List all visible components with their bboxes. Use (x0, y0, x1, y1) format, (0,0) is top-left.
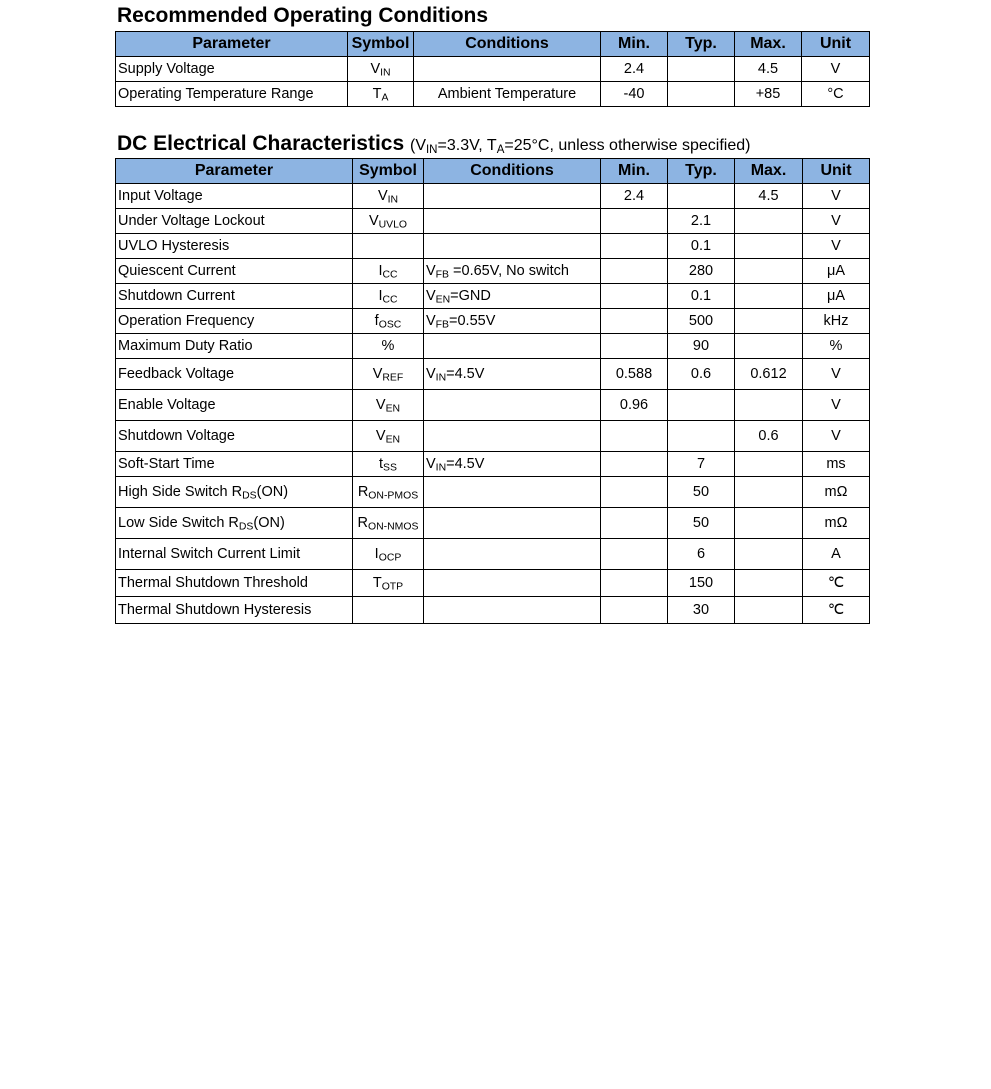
typ-cell: 280 (668, 259, 735, 284)
parameter-text: High Side Switch R (118, 484, 243, 500)
symbol-sub: OTP (381, 581, 404, 593)
header-symbol: Symbol (353, 159, 424, 184)
parameter-cell (116, 477, 353, 508)
min-cell (601, 508, 668, 539)
unit-cell: V (803, 209, 870, 234)
conditions-cell (424, 508, 601, 539)
parameter-text: Internal Switch Current Limit (118, 546, 301, 562)
parameter-cell: Supply Voltage (116, 57, 348, 82)
conditions-cell (424, 477, 601, 508)
conditions-rest: =0.65V, No switch (449, 263, 569, 279)
parameter-text: Quiescent Current (118, 263, 236, 279)
conditions-sub: EN (435, 294, 451, 306)
symbol-sub: OSC (378, 319, 402, 331)
symbol-main: I (378, 263, 383, 279)
conditions-main: V (426, 263, 436, 279)
header-typ: Typ. (668, 32, 735, 57)
unit-cell: V (803, 359, 870, 390)
parameter-text: Thermal Shutdown Threshold (118, 575, 308, 591)
parameter-rest: (ON) (253, 515, 285, 531)
min-cell (601, 452, 668, 477)
min-cell (601, 477, 668, 508)
max-cell: 4.5 (735, 57, 802, 82)
symbol-main: V (370, 61, 381, 77)
max-cell (735, 309, 803, 334)
symbol-main: I (374, 546, 379, 562)
typ-cell (668, 82, 735, 107)
parameter-sub: DS (238, 521, 254, 533)
conditions-cell (424, 359, 601, 390)
max-cell (735, 570, 803, 597)
min-cell (601, 309, 668, 334)
symbol-sub: IN (380, 67, 391, 79)
parameter-cell (116, 284, 353, 309)
conditions-cell (424, 284, 601, 309)
symbol-cell (348, 82, 414, 107)
min-cell (601, 570, 668, 597)
conditions-cell (424, 452, 601, 477)
table-row (116, 309, 870, 334)
header-parameter: Parameter (116, 159, 353, 184)
dc-title-note: ($V_{IN}=3.3V$, $T_A=25^\circ C$, unless otherwise specified) (409, 137, 751, 156)
symbol-cell (353, 508, 424, 539)
header-typ: Typ. (668, 159, 735, 184)
symbol-main: I (378, 288, 383, 304)
symbol-cell (353, 184, 424, 209)
max-cell: 0.6 (735, 421, 803, 452)
symbol-sub: REF (382, 372, 404, 384)
min-cell: 0.588 (601, 359, 668, 390)
max-cell (735, 284, 803, 309)
unit-cell: V (803, 390, 870, 421)
header-min: Min. (601, 32, 668, 57)
symbol-main: R (357, 484, 369, 500)
min-cell (601, 334, 668, 359)
min-cell: 2.4 (601, 184, 668, 209)
symbol-sub: EN (385, 434, 401, 446)
parameter-text: Operation Frequency (118, 313, 255, 329)
unit-cell: μA (803, 259, 870, 284)
min-cell (601, 597, 668, 624)
table-row (116, 597, 870, 624)
conditions-cell (424, 421, 601, 452)
parameter-cell (116, 234, 353, 259)
dc-title (117, 132, 750, 158)
unit-cell: kHz (803, 309, 870, 334)
conditions-sub: IN (435, 462, 447, 474)
parameter-rest: (ON) (256, 484, 289, 500)
unit-cell: V (803, 234, 870, 259)
conditions-main: V (426, 366, 436, 382)
max-cell (735, 259, 803, 284)
min-cell (601, 284, 668, 309)
unit-cell: ℃ (803, 597, 870, 624)
parameter-cell (116, 508, 353, 539)
symbol-sub: A (381, 92, 389, 104)
dc-table (115, 158, 870, 624)
unit-cell: A (803, 539, 870, 570)
conditions-sub: IN (435, 372, 447, 384)
typ-cell: 50 (668, 477, 735, 508)
symbol-main: V (368, 213, 379, 229)
table-row (116, 539, 870, 570)
symbol-cell (353, 309, 424, 334)
header-conditions: Conditions (414, 32, 601, 57)
conditions-cell (424, 390, 601, 421)
table-row (116, 570, 870, 597)
table-row (116, 421, 870, 452)
typ-cell: 500 (668, 309, 735, 334)
parameter-text: UVLO Hysteresis (118, 238, 230, 254)
typ-cell: 150 (668, 570, 735, 597)
conditions-main: V (426, 288, 436, 304)
parameter-cell (116, 390, 353, 421)
parameter-cell (116, 452, 353, 477)
symbol-sub: CC (382, 294, 398, 306)
table-row (116, 284, 870, 309)
table-row (116, 359, 870, 390)
symbol-cell (353, 390, 424, 421)
header-max: Max. (735, 159, 803, 184)
typ-cell (668, 57, 735, 82)
symbol-main: V (375, 428, 386, 444)
typ-cell: 0.1 (668, 234, 735, 259)
table-row (116, 209, 870, 234)
parameter-cell (116, 597, 353, 624)
table-row (116, 334, 870, 359)
symbol-sub: ON-PMOS (368, 490, 419, 502)
symbol-cell (353, 259, 424, 284)
table-row (116, 508, 870, 539)
conditions-cell (424, 570, 601, 597)
parameter-cell (116, 309, 353, 334)
max-cell (735, 209, 803, 234)
unit-cell: mΩ (803, 508, 870, 539)
table-row (116, 57, 870, 82)
symbol-sub: OCP (378, 552, 402, 564)
table-row (116, 82, 870, 107)
conditions-cell (414, 57, 601, 82)
typ-cell: 0.1 (668, 284, 735, 309)
conditions-main: V (426, 313, 436, 329)
parameter-text: Soft-Start Time (118, 456, 215, 472)
conditions-cell (424, 234, 601, 259)
parameter-text: Enable Voltage (118, 397, 216, 413)
parameter-text: Input Voltage (118, 188, 203, 204)
symbol-main: % (381, 338, 395, 354)
max-cell (735, 477, 803, 508)
max-cell: 4.5 (735, 184, 803, 209)
header-min: Min. (601, 159, 668, 184)
unit-cell: % (803, 334, 870, 359)
dc-title-text: DC Electrical Characteristics (117, 132, 405, 155)
parameter-text: Shutdown Current (118, 288, 235, 304)
symbol-cell (353, 359, 424, 390)
table-row (116, 452, 870, 477)
max-cell (735, 234, 803, 259)
recommended-table (115, 31, 870, 107)
max-cell (735, 597, 803, 624)
symbol-cell (348, 57, 414, 82)
conditions-rest: =GND (450, 288, 491, 304)
max-cell: +85 (735, 82, 802, 107)
symbol-main: V (375, 397, 386, 413)
unit-cell: V (803, 184, 870, 209)
conditions-cell: Ambient Temperature (414, 82, 601, 107)
symbol-sub: IN (387, 194, 399, 206)
table-row (116, 234, 870, 259)
max-cell (735, 508, 803, 539)
header-unit: Unit (802, 32, 870, 57)
typ-cell: 0.6 (668, 359, 735, 390)
conditions-main: V (426, 456, 436, 472)
symbol-cell (353, 452, 424, 477)
table-row (116, 477, 870, 508)
parameter-cell (116, 184, 353, 209)
conditions-sub: FB (435, 319, 450, 331)
typ-cell (668, 421, 735, 452)
typ-cell: 6 (668, 539, 735, 570)
max-cell: 0.612 (735, 359, 803, 390)
parameter-cell (116, 259, 353, 284)
conditions-cell (424, 597, 601, 624)
parameter-text: Maximum Duty Ratio (118, 338, 253, 354)
typ-cell: 2.1 (668, 209, 735, 234)
symbol-main: T (372, 575, 382, 591)
symbol-sub: ON-NMOS (368, 521, 419, 533)
symbol-cell (353, 334, 424, 359)
symbol-cell (353, 477, 424, 508)
min-cell (601, 421, 668, 452)
symbol-main: R (357, 515, 369, 531)
conditions-rest: =4.5V (446, 366, 485, 382)
min-cell (601, 209, 668, 234)
parameter-sub: DS (242, 490, 257, 502)
unit-cell: μA (803, 284, 870, 309)
recommended-header-row (116, 32, 870, 57)
parameter-cell (116, 421, 353, 452)
typ-cell: 50 (668, 508, 735, 539)
recommended-title: Recommended Operating Conditions (117, 4, 489, 27)
typ-cell: 30 (668, 597, 735, 624)
symbol-cell (353, 421, 424, 452)
unit-cell: mΩ (803, 477, 870, 508)
min-cell (601, 259, 668, 284)
unit-cell: ℃ (803, 570, 870, 597)
table-row (116, 390, 870, 421)
parameter-text: Low Side Switch R (118, 515, 239, 531)
header-symbol: Symbol (348, 32, 414, 57)
conditions-cell (424, 184, 601, 209)
symbol-sub: UVLO (378, 219, 408, 231)
parameter-text: Thermal Shutdown Hysteresis (118, 602, 312, 618)
max-cell (735, 452, 803, 477)
header-unit: Unit (803, 159, 870, 184)
max-cell (735, 539, 803, 570)
symbol-main: f (374, 313, 379, 329)
parameter-cell (116, 334, 353, 359)
unit-cell: V (803, 421, 870, 452)
dc-header-row (116, 159, 870, 184)
unit-cell: V (802, 57, 870, 82)
symbol-sub: CC (382, 269, 398, 281)
unit-cell: ms (803, 452, 870, 477)
symbol-main: V (377, 188, 388, 204)
typ-cell (668, 184, 735, 209)
conditions-rest: =4.5V (446, 456, 485, 472)
parameter-text: Feedback Voltage (118, 366, 235, 382)
conditions-sub: FB (435, 269, 450, 281)
parameter-cell (116, 209, 353, 234)
min-cell (601, 234, 668, 259)
symbol-main: T (372, 86, 382, 102)
parameter-cell: Operating Temperature Range (116, 82, 348, 107)
unit-cell: °C (802, 82, 870, 107)
parameter-cell (116, 359, 353, 390)
conditions-cell (424, 309, 601, 334)
symbol-cell (353, 597, 424, 624)
parameter-cell (116, 570, 353, 597)
parameter-text: Under Voltage Lockout (118, 213, 265, 229)
min-cell: 2.4 (601, 57, 668, 82)
symbol-cell (353, 209, 424, 234)
conditions-cell (424, 334, 601, 359)
typ-cell (668, 390, 735, 421)
header-parameter: Parameter (116, 32, 348, 57)
conditions-cell (424, 259, 601, 284)
conditions-rest: =0.55V (449, 313, 496, 329)
symbol-main: t (379, 456, 384, 472)
symbol-cell (353, 234, 424, 259)
min-cell (601, 539, 668, 570)
parameter-text: Shutdown Voltage (118, 428, 235, 444)
symbol-cell (353, 570, 424, 597)
table-row (116, 184, 870, 209)
table-row (116, 259, 870, 284)
symbol-sub: EN (385, 403, 401, 415)
max-cell (735, 390, 803, 421)
symbol-main: V (372, 366, 383, 382)
typ-cell: 90 (668, 334, 735, 359)
header-max: Max. (735, 32, 802, 57)
min-cell: 0.96 (601, 390, 668, 421)
max-cell (735, 334, 803, 359)
parameter-cell (116, 539, 353, 570)
min-cell: -40 (601, 82, 668, 107)
conditions-cell (424, 539, 601, 570)
symbol-sub: SS (383, 462, 397, 474)
symbol-cell (353, 539, 424, 570)
typ-cell: 7 (668, 452, 735, 477)
conditions-cell (424, 209, 601, 234)
header-conditions: Conditions (424, 159, 601, 184)
symbol-cell (353, 284, 424, 309)
